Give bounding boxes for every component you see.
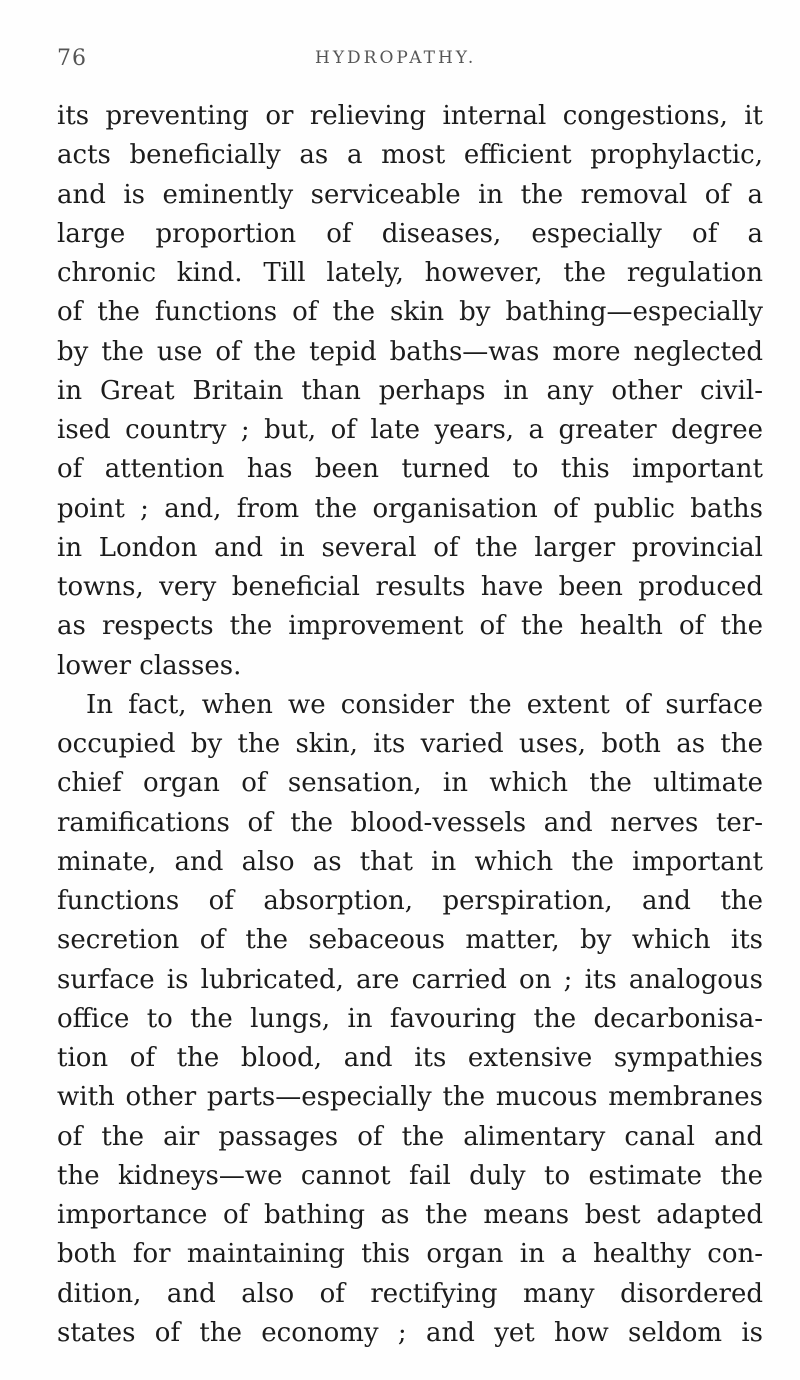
text-line: in London and in several of the larger provincial <box>57 532 763 563</box>
text-line: and is eminently serviceable in the removal of a <box>57 179 763 210</box>
text-line: states of the economy ; and yet how seldom is <box>57 1317 763 1348</box>
text-line: point ; and, from the organisation of public baths <box>57 493 763 524</box>
text-line: the kidneys—we cannot fail duly to estimate the <box>57 1160 763 1191</box>
text-line: importance of bathing as the means best adapted <box>57 1200 763 1230</box>
text-line: of attention has been turned to this important <box>57 454 763 485</box>
text-line: chief organ of sensation, in which the ultimate <box>57 768 763 799</box>
text-line: its preventing or relieving internal congestions, it <box>57 101 763 131</box>
text-line: occupied by the skin, its varied uses, both as the <box>57 729 763 759</box>
text-line: ramifications of the blood-vessels and nerves ter- <box>57 807 763 838</box>
text-line: ised country ; but, of late years, a greater degree <box>57 415 763 445</box>
text-line: in Great Britain than perhaps in any other civil- <box>57 375 763 406</box>
paragraph-end-line: lower classes. <box>57 650 242 681</box>
text-line: functions of absorption, perspiration, and the <box>57 886 763 916</box>
paragraph-start-line: In fact, when we consider the extent of surface <box>86 689 763 720</box>
text-line: secretion of the sebaceous matter, by which its <box>57 925 763 956</box>
text-line: of the functions of the skin by bathing—especially <box>57 297 763 328</box>
text-line: office to the lungs, in favouring the decarbonisa- <box>57 1003 763 1034</box>
running-head <box>57 46 757 76</box>
text-line: large proportion of diseases, especially of a <box>57 218 763 249</box>
text-line: minate, and also as that in which the important <box>57 846 763 877</box>
text-line: as respects the improvement of the health of the <box>57 611 763 642</box>
text-line: by the use of the tepid baths—was more neglected <box>57 336 763 367</box>
running-title: HYDROPATHY. <box>315 48 477 68</box>
page-number: 76 <box>57 46 87 71</box>
text-line: dition, and also of rectifying many disordered <box>57 1278 763 1309</box>
text-line: surface is lubricated, are carried on ; its analogous <box>57 964 763 995</box>
text-line: acts beneficially as a most efficient prophylactic, <box>57 140 763 171</box>
text-line: chronic kind. Till lately, however, the regulation <box>57 258 763 288</box>
body-text <box>57 97 763 1353</box>
text-line: tion of the blood, and its extensive sympathies <box>57 1043 763 1073</box>
text-line: with other parts—especially the mucous membranes <box>57 1082 763 1113</box>
text-line: towns, very beneficial results have been produced <box>57 572 763 602</box>
text-line: both for maintaining this organ in a healthy con- <box>57 1239 763 1270</box>
text-line: of the air passages of the alimentary canal and <box>57 1121 763 1152</box>
